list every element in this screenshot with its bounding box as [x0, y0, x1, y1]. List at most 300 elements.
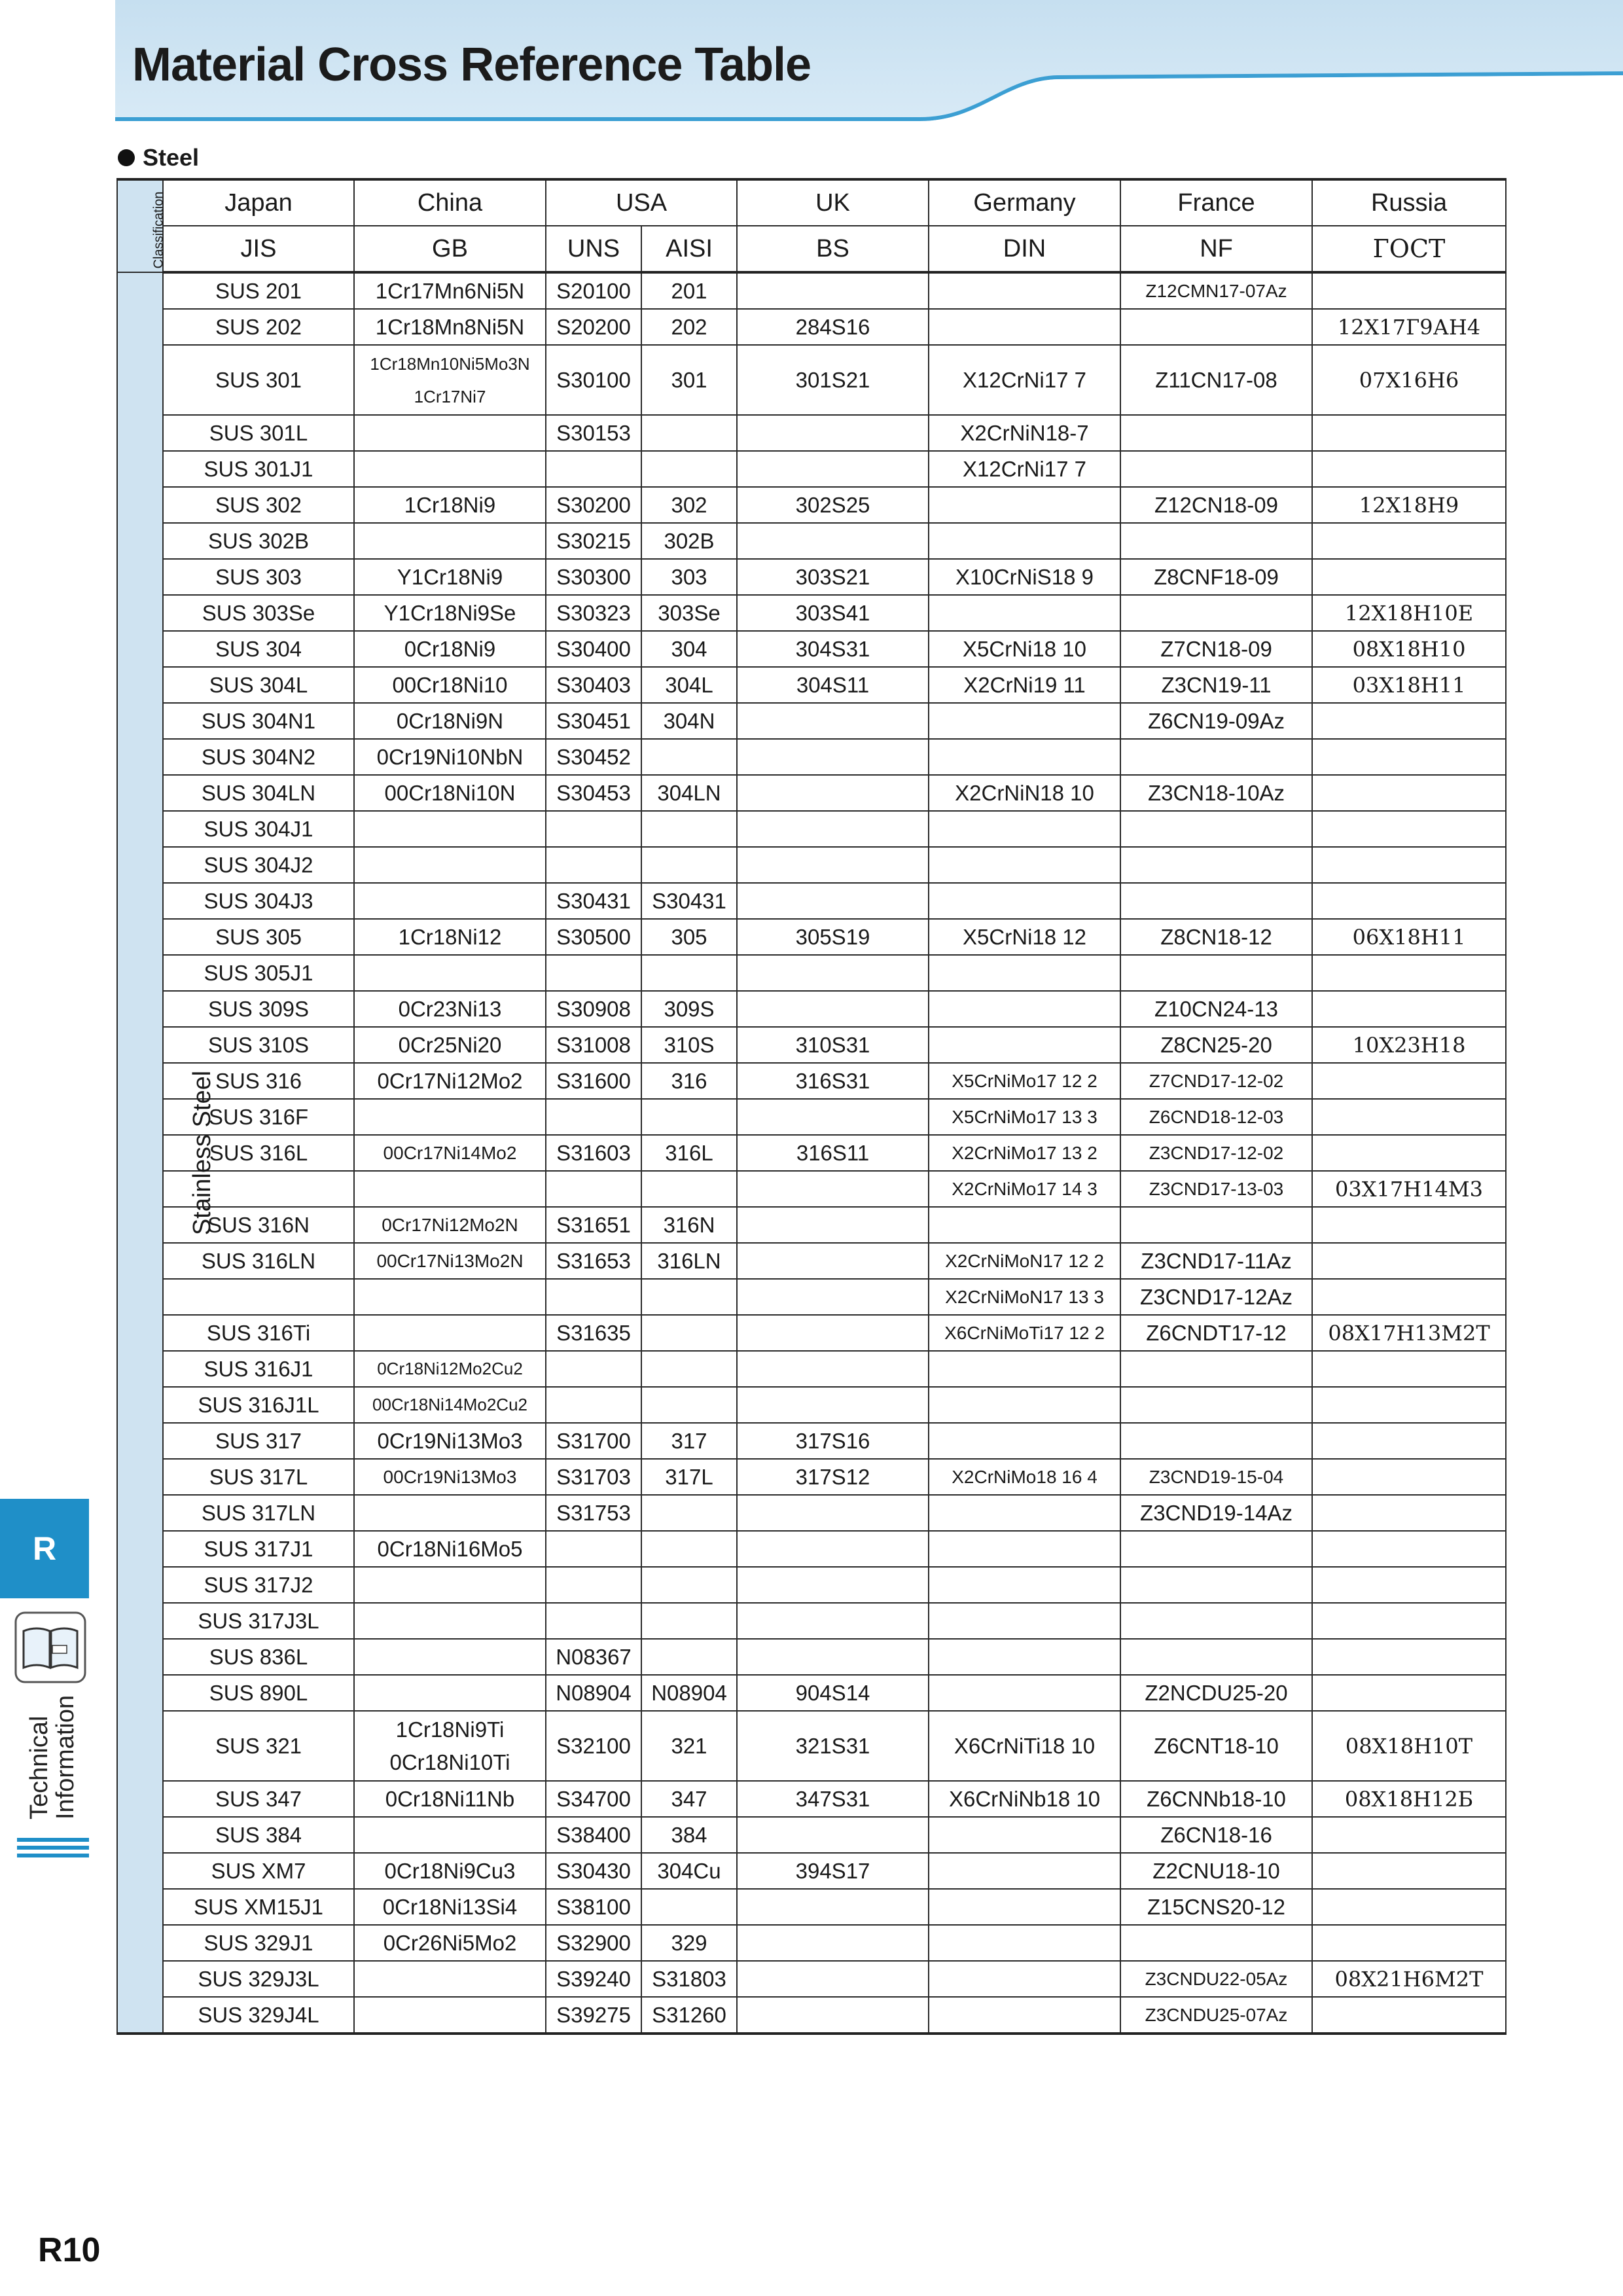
cell-aisi: 301 [641, 345, 737, 415]
cross-reference-table [116, 178, 1507, 2035]
cell-bs: 304S31 [737, 631, 929, 667]
cell-uns [546, 955, 641, 991]
cell-gb: 0Cr18Ni11Nb [354, 1781, 546, 1817]
table-row [117, 1027, 1506, 1063]
cell-uns: S31653 [546, 1243, 641, 1279]
cell-uns: S31635 [546, 1315, 641, 1351]
cell-nf: Z3CNDU22-05Az [1120, 1961, 1312, 1997]
cell-gb [354, 1171, 546, 1207]
cell-bs: 310S31 [737, 1027, 929, 1063]
cell-jis: SUS 305J1 [163, 955, 354, 991]
cell-bs: 305S19 [737, 919, 929, 955]
table-row [117, 991, 1506, 1027]
cell-gost [1312, 451, 1506, 487]
cell-gb: 00Cr19Ni13Mo3 [354, 1459, 546, 1495]
cell-jis: SUS XM7 [163, 1853, 354, 1889]
cell-gb [354, 415, 546, 451]
cell-din: X12CrNi17 7 [929, 345, 1120, 415]
cell-nf: Z3CNDU25-07Az [1120, 1997, 1312, 2034]
cell-nf [1120, 1207, 1312, 1243]
table-row [117, 1997, 1506, 2034]
cell-nf: Z6CNDT17-12 [1120, 1315, 1312, 1351]
cell-gost [1312, 1997, 1506, 2034]
cell-nf [1120, 847, 1312, 883]
cell-din: X2CrNiMo17 13 2 [929, 1135, 1120, 1171]
cell-gb: 0Cr18Ni9Cu3 [354, 1853, 546, 1889]
cell-gost: 03X17H14M3 [1312, 1171, 1506, 1207]
cell-din: X2CrNiN18-7 [929, 415, 1120, 451]
cell-jis: SUS 316F [163, 1099, 354, 1135]
table-row [117, 1675, 1506, 1711]
cell-aisi [641, 1639, 737, 1675]
cell-gost [1312, 1459, 1506, 1495]
cell-gost: 03X18H11 [1312, 667, 1506, 703]
cell-bs [737, 1315, 929, 1351]
cell-jis: SUS 329J4L [163, 1997, 354, 2034]
cell-din: X5CrNiMo17 12 2 [929, 1063, 1120, 1099]
cell-bs: 317S16 [737, 1423, 929, 1459]
cell-din [929, 1531, 1120, 1567]
country-uk: UK [737, 179, 929, 226]
table-row [117, 1925, 1506, 1961]
table-row [117, 1961, 1506, 1997]
cell-din [929, 811, 1120, 847]
cell-aisi [641, 1889, 737, 1925]
cell-uns: S31603 [546, 1135, 641, 1171]
cell-jis: SUS 304N1 [163, 703, 354, 739]
cell-gost [1312, 1889, 1506, 1925]
table-row [117, 1171, 1506, 1207]
cell-gb: 0Cr18Ni9N [354, 703, 546, 739]
cell-nf [1120, 1351, 1312, 1387]
table-row [117, 1567, 1506, 1603]
cell-aisi: 304LN [641, 775, 737, 811]
cell-jis: SUS 304N2 [163, 739, 354, 775]
cell-uns [546, 1171, 641, 1207]
cell-nf [1120, 1639, 1312, 1675]
cell-bs [737, 1207, 929, 1243]
cell-bs [737, 1925, 929, 1961]
cell-uns: S20100 [546, 272, 641, 309]
cell-gb: 0Cr18Ni9 [354, 631, 546, 667]
cell-din: X2CrNiMo18 16 4 [929, 1459, 1120, 1495]
country-usa: USA [546, 179, 737, 226]
cell-bs [737, 1171, 929, 1207]
cell-gost [1312, 1603, 1506, 1639]
cell-aisi: 304N [641, 703, 737, 739]
cell-jis: SUS 316J1L [163, 1387, 354, 1423]
cell-uns: S30430 [546, 1853, 641, 1889]
cell-aisi: 309S [641, 991, 737, 1027]
cell-din [929, 595, 1120, 631]
cell-din [929, 1567, 1120, 1603]
cell-din [929, 1207, 1120, 1243]
cell-uns: S30323 [546, 595, 641, 631]
cell-gost: 08X18H10T [1312, 1711, 1506, 1781]
cell-uns: S30153 [546, 415, 641, 451]
cell-gost [1312, 1817, 1506, 1853]
cell-gost [1312, 1207, 1506, 1243]
cell-nf: Z7CND17-12-02 [1120, 1063, 1312, 1099]
cell-uns: S30451 [546, 703, 641, 739]
table-row [117, 415, 1506, 451]
cell-nf: Z8CN18-12 [1120, 919, 1312, 955]
table-row [117, 1603, 1506, 1639]
cell-jis: SUS XM15J1 [163, 1889, 354, 1925]
cell-din [929, 1961, 1120, 1997]
cell-bs: 317S12 [737, 1459, 929, 1495]
cell-gb: Y1Cr18Ni9Se [354, 595, 546, 631]
cell-bs [737, 1495, 929, 1531]
cell-din: X6CrNiNb18 10 [929, 1781, 1120, 1817]
cell-din [929, 1351, 1120, 1387]
table-row [117, 1889, 1506, 1925]
cell-aisi [641, 1099, 737, 1135]
cell-nf: Z3CND19-14Az [1120, 1495, 1312, 1531]
cell-aisi: S30431 [641, 883, 737, 919]
side-decoration [17, 1838, 89, 1861]
cell-nf [1120, 955, 1312, 991]
page-number: R10 [38, 2231, 101, 2269]
cell-bs [737, 883, 929, 919]
cell-aisi: 202 [641, 309, 737, 345]
table-row [117, 1387, 1506, 1423]
table-row [117, 739, 1506, 775]
cell-aisi: 304Cu [641, 1853, 737, 1889]
cell-gost [1312, 1243, 1506, 1279]
cell-gb: 00Cr17Ni14Mo2 [354, 1135, 546, 1171]
cell-uns [546, 1603, 641, 1639]
cell-gost [1312, 1853, 1506, 1889]
cell-aisi: 304L [641, 667, 737, 703]
cell-gost [1312, 775, 1506, 811]
cell-nf: Z3CN18-10Az [1120, 775, 1312, 811]
cell-aisi [641, 1171, 737, 1207]
cell-jis: SUS 305 [163, 919, 354, 955]
cell-gb [354, 1997, 546, 2034]
side-label: Technical Information [26, 1695, 79, 1820]
cell-din [929, 1495, 1120, 1531]
standard-aisi: AISI [641, 226, 737, 272]
table-row [117, 775, 1506, 811]
cell-bs: 394S17 [737, 1853, 929, 1889]
table-row [117, 1817, 1506, 1853]
table-row [117, 1423, 1506, 1459]
table-row [117, 955, 1506, 991]
cell-gost [1312, 1531, 1506, 1567]
cell-nf: Z2CNU18-10 [1120, 1853, 1312, 1889]
cell-bs [737, 1567, 929, 1603]
cell-gost [1312, 1279, 1506, 1315]
cell-gb: 1Cr18Mn10Ni5Mo3N 1Cr17Ni7 [354, 345, 546, 415]
cell-jis: SUS 309S [163, 991, 354, 1027]
cell-uns: S32900 [546, 1925, 641, 1961]
cell-aisi: 302B [641, 523, 737, 559]
cell-uns [546, 1567, 641, 1603]
cell-jis [163, 1279, 354, 1315]
cell-uns [546, 1351, 641, 1387]
table-row [117, 919, 1506, 955]
cell-din [929, 309, 1120, 345]
table-row [117, 559, 1506, 595]
cell-jis: SUS 304J3 [163, 883, 354, 919]
table-row [117, 1639, 1506, 1675]
cell-bs [737, 1351, 929, 1387]
cell-bs [737, 847, 929, 883]
cell-gost [1312, 1063, 1506, 1099]
cell-aisi: 316L [641, 1135, 737, 1171]
cell-gost: 12X17Г9АН4 [1312, 309, 1506, 345]
cell-bs [737, 523, 929, 559]
cell-bs [737, 451, 929, 487]
bullet-icon [118, 149, 135, 166]
cell-din [929, 1639, 1120, 1675]
cell-gost [1312, 811, 1506, 847]
cell-gb [354, 847, 546, 883]
cell-gb [354, 1961, 546, 1997]
cell-aisi: S31803 [641, 1961, 737, 1997]
cell-din: X5CrNiMo17 13 3 [929, 1099, 1120, 1135]
cell-nf: Z6CNT18-10 [1120, 1711, 1312, 1781]
cell-bs [737, 955, 929, 991]
cell-gb: 00Cr17Ni13Mo2N [354, 1243, 546, 1279]
cell-uns: S31703 [546, 1459, 641, 1495]
cell-gb: 1Cr18Mn8Ni5N [354, 309, 546, 345]
cell-gb [354, 1817, 546, 1853]
cell-bs [737, 775, 929, 811]
cell-jis: SUS 316N [163, 1207, 354, 1243]
cell-bs: 302S25 [737, 487, 929, 523]
table-row [117, 309, 1506, 345]
cell-din [929, 523, 1120, 559]
cell-gost [1312, 1135, 1506, 1171]
cell-bs [737, 272, 929, 309]
cell-nf [1120, 739, 1312, 775]
cell-uns [546, 1387, 641, 1423]
cell-gost [1312, 739, 1506, 775]
cell-gb: 00Cr18Ni10 [354, 667, 546, 703]
cell-jis: SUS 316Ti [163, 1315, 354, 1351]
cell-din: X10CrNiS18 9 [929, 559, 1120, 595]
cell-jis: SUS 202 [163, 309, 354, 345]
cell-jis: SUS 301 [163, 345, 354, 415]
cell-jis: SUS 302B [163, 523, 354, 559]
table-row [117, 667, 1506, 703]
table-row [117, 883, 1506, 919]
cell-jis: SUS 302 [163, 487, 354, 523]
table-row [117, 345, 1506, 415]
cell-gost: 08X18H10 [1312, 631, 1506, 667]
cell-jis: SUS 303Se [163, 595, 354, 631]
cell-aisi: 316LN [641, 1243, 737, 1279]
cell-gb [354, 1639, 546, 1675]
cell-din [929, 1925, 1120, 1961]
cell-gost [1312, 1495, 1506, 1531]
cell-bs [737, 1531, 929, 1567]
cell-gost: 07X16H6 [1312, 345, 1506, 415]
cell-gost [1312, 703, 1506, 739]
cell-bs [737, 1279, 929, 1315]
cell-gost: 10X23H18 [1312, 1027, 1506, 1063]
cell-gost: 08X21H6M2T [1312, 1961, 1506, 1997]
cell-gost: 12X18H10E [1312, 595, 1506, 631]
cell-nf: Z11CN17-08 [1120, 345, 1312, 415]
cell-gb: 1Cr17Mn6Ni5N [354, 272, 546, 309]
cell-bs [737, 739, 929, 775]
section-heading [118, 144, 199, 171]
cell-uns: S34700 [546, 1781, 641, 1817]
cell-gost [1312, 955, 1506, 991]
cell-gost: 08X18H12Б [1312, 1781, 1506, 1817]
cell-din: X2CrNi19 11 [929, 667, 1120, 703]
cell-aisi [641, 1351, 737, 1387]
cell-aisi: 321 [641, 1711, 737, 1781]
cell-uns: N08367 [546, 1639, 641, 1675]
table-row [117, 1781, 1506, 1817]
cell-gost: 12X18H9 [1312, 487, 1506, 523]
cell-aisi [641, 811, 737, 847]
cell-din [929, 272, 1120, 309]
cell-gb: 0Cr17Ni12Mo2 [354, 1063, 546, 1099]
cell-jis: SUS 304L [163, 667, 354, 703]
cell-uns [546, 1279, 641, 1315]
classification-cell: Stainless Steel [117, 272, 163, 2034]
table-row [117, 1315, 1506, 1351]
cell-din [929, 1027, 1120, 1063]
cell-uns: S31651 [546, 1207, 641, 1243]
cell-bs: 284S16 [737, 309, 929, 345]
cell-uns [546, 811, 641, 847]
cell-gb [354, 955, 546, 991]
cell-aisi: 347 [641, 1781, 737, 1817]
cell-din [929, 1387, 1120, 1423]
cell-gb [354, 883, 546, 919]
table-row [117, 631, 1506, 667]
table-row [117, 1531, 1506, 1567]
cell-nf [1120, 1567, 1312, 1603]
cell-gost [1312, 272, 1506, 309]
table-row [117, 847, 1506, 883]
cell-aisi [641, 1495, 737, 1531]
cell-jis: SUS 329J3L [163, 1961, 354, 1997]
cell-nf: Z3CN19-11 [1120, 667, 1312, 703]
cell-nf: Z3CND17-12-02 [1120, 1135, 1312, 1171]
table-row [117, 1207, 1506, 1243]
cell-uns: S30908 [546, 991, 641, 1027]
cell-aisi [641, 415, 737, 451]
cell-nf: Z6CN19-09Az [1120, 703, 1312, 739]
table-row [117, 1853, 1506, 1889]
cell-din: X2CrNiMoN17 12 2 [929, 1243, 1120, 1279]
cell-din: X5CrNi18 10 [929, 631, 1120, 667]
cell-uns: S20200 [546, 309, 641, 345]
cell-gb [354, 1315, 546, 1351]
cell-din [929, 991, 1120, 1027]
cell-gost [1312, 1567, 1506, 1603]
cell-uns: S39240 [546, 1961, 641, 1997]
standard-gost: ГОСТ [1312, 226, 1506, 272]
section-tab-r[interactable]: R [0, 1499, 89, 1598]
cell-jis: SUS 317J1 [163, 1531, 354, 1567]
cell-uns: S32100 [546, 1711, 641, 1781]
cell-nf: Z6CN18-16 [1120, 1817, 1312, 1853]
cell-jis: SUS 317J3L [163, 1603, 354, 1639]
cell-jis: SUS 384 [163, 1817, 354, 1853]
cell-nf [1120, 811, 1312, 847]
cell-bs [737, 1817, 929, 1853]
cell-gost [1312, 1423, 1506, 1459]
cell-uns: S30215 [546, 523, 641, 559]
cell-uns: S30431 [546, 883, 641, 919]
cell-gost [1312, 559, 1506, 595]
cell-nf [1120, 415, 1312, 451]
cell-gb [354, 451, 546, 487]
cell-din: X2CrNiMoN17 13 3 [929, 1279, 1120, 1315]
cell-nf: Z8CNF18-09 [1120, 559, 1312, 595]
cell-bs: 904S14 [737, 1675, 929, 1711]
cell-uns: S31600 [546, 1063, 641, 1099]
cell-nf [1120, 523, 1312, 559]
cell-gost: 06X18H11 [1312, 919, 1506, 955]
table-row [117, 523, 1506, 559]
cell-gb [354, 523, 546, 559]
section-label: Steel [143, 144, 200, 171]
cell-bs: 304S11 [737, 667, 929, 703]
cell-uns: S31700 [546, 1423, 641, 1459]
standard-din: DIN [929, 226, 1120, 272]
cell-din [929, 1853, 1120, 1889]
cell-nf: Z10CN24-13 [1120, 991, 1312, 1027]
country-japan: Japan [163, 179, 354, 226]
cell-jis: SUS 316J1 [163, 1351, 354, 1387]
cell-jis: SUS 304LN [163, 775, 354, 811]
cell-gb: 0Cr18Ni12Mo2Cu2 [354, 1351, 546, 1387]
table-row [117, 1351, 1506, 1387]
cell-uns: S38100 [546, 1889, 641, 1925]
cell-gb: 0Cr25Ni20 [354, 1027, 546, 1063]
table-row [117, 1711, 1506, 1781]
cell-jis: SUS 301J1 [163, 451, 354, 487]
cell-gb [354, 1099, 546, 1135]
cell-din: X6CrNiMoTi17 12 2 [929, 1315, 1120, 1351]
cell-uns: S31008 [546, 1027, 641, 1063]
cell-nf [1120, 595, 1312, 631]
cell-gost [1312, 1675, 1506, 1711]
standard-nf: NF [1120, 226, 1312, 272]
cell-bs [737, 1099, 929, 1135]
cell-bs: 303S41 [737, 595, 929, 631]
cell-aisi [641, 1603, 737, 1639]
cell-nf: Z3CND17-13-03 [1120, 1171, 1312, 1207]
cell-aisi: 303Se [641, 595, 737, 631]
standard-bs: BS [737, 226, 929, 272]
cell-gb: 1Cr18Ni9Ti 0Cr18Ni10Ti [354, 1711, 546, 1781]
cell-din [929, 1889, 1120, 1925]
cell-gb: 0Cr19Ni13Mo3 [354, 1423, 546, 1459]
cell-gb: 00Cr18Ni10N [354, 775, 546, 811]
cell-nf: Z6CNNb18-10 [1120, 1781, 1312, 1817]
standard-jis: JIS [163, 226, 354, 272]
cell-din [929, 487, 1120, 523]
cell-bs: 347S31 [737, 1781, 929, 1817]
cell-aisi: 303 [641, 559, 737, 595]
cell-gost [1312, 1099, 1506, 1135]
cell-uns: S30200 [546, 487, 641, 523]
cell-jis: SUS 317J2 [163, 1567, 354, 1603]
cell-uns [546, 451, 641, 487]
table-row [117, 595, 1506, 631]
cell-nf: Z12CN18-09 [1120, 487, 1312, 523]
